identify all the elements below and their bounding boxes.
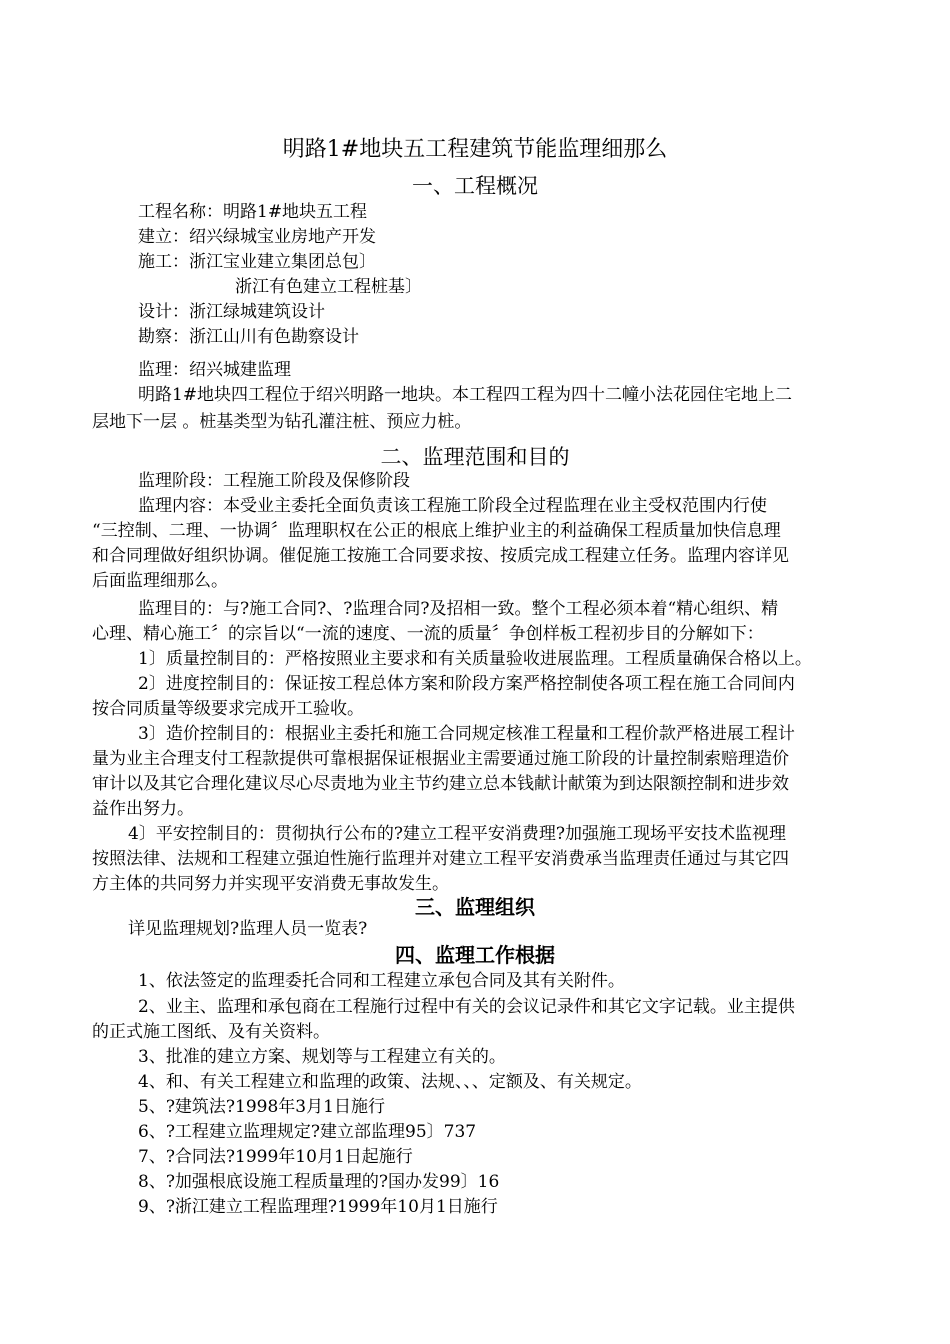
basis-line-5: 4、和、有关工程建立和监理的政策、法规、、、定额及、有关规定。 <box>138 1072 642 1092</box>
section-heading-overview: 一、工程概况 <box>412 174 538 198</box>
basis-line-1: 1、依法签定的监理委托合同和工程建立承包合同及其有关附件。 <box>138 971 625 991</box>
scope-line-7: 心理、精心施工〞的宗旨以“一流的速度、一流的质量〞争创样板工程初步目的分解如下： <box>92 624 764 644</box>
basis-line-8: 7、?合同法?1999年10月1日起施行 <box>138 1147 413 1167</box>
contractor-line-2: 浙江有色建立工程桩基〕 <box>235 277 422 297</box>
overview-paragraph-line-2: 层地下一层 。桩基类型为钻孔灌注桩、预应力桩。 <box>92 412 472 432</box>
survey-line: 勘察：浙江山川有色勘察设计 <box>138 327 359 347</box>
basis-line-7: 6、?工程建立监理规定?建立部监理95〕737 <box>138 1122 477 1142</box>
basis-line-2: 2、业主、监理和承包商在工程施行过程中有关的会议记录件和其它文字记载。业主提供 <box>138 997 795 1017</box>
supervisor-line: 监理：绍兴城建监理 <box>138 360 291 380</box>
basis-line-3: 的正式施工图纸、及有关资料。 <box>92 1022 330 1042</box>
designer-line: 设计：浙江绿城建筑设计 <box>138 302 325 322</box>
contractor-line: 施工：浙江宝业建立集团总包〕 <box>138 252 376 272</box>
scope-line-15: 4〕平安控制目的：贯彻执行公布的?建立工程平安消费理?加强施工现场平安技术监视理 <box>128 824 787 844</box>
scope-line-1: 监理阶段：工程施工阶段及保修阶段 <box>138 471 410 491</box>
scope-line-3: “三控制、二理、一协调〞监理职权在公正的根底上维护业主的利益确保工程质量加快信息理 <box>92 521 781 541</box>
document-title: 明路1#地块五工程建筑节能监理细那么 <box>282 137 668 162</box>
scope-line-17: 方主体的共同努力并实现平安消费无事故发生。 <box>92 874 449 894</box>
overview-paragraph-line-1: 明路1#地块四工程位于绍兴明路一地块。本工程四工程为四十二幢小法花园住宅地上二 <box>138 385 793 405</box>
scope-line-11: 3〕造价控制目的：根据业主委托和施工合同规定核准工程量和工程价款严格进展工程计 <box>138 724 795 744</box>
scope-line-10: 按合同质量等级要求完成开工验收。 <box>92 699 364 719</box>
scope-line-6: 监理目的：与?施工合同?、?监理合同?及招相一致。整个工程必须本着“精心组织、精 <box>138 599 779 619</box>
basis-line-4: 3、批准的建立方案、规划等与工程建立有关的。 <box>138 1047 506 1067</box>
scope-line-16: 按照法律、法规和工程建立强迫性施行监理并对建立工程平安消费承当监理责任通过与其它四 <box>92 849 789 869</box>
scope-line-9: 2〕进度控制目的：保证按工程总体方案和阶段方案严格控制使各项工程在施工合同间内 <box>138 674 795 694</box>
scope-line-5: 后面监理细那么。 <box>92 571 228 591</box>
scope-line-12: 量为业主合理支付工程款提供可靠根据保证根据业主需要通过施工阶段的计量控制索赔理造价 <box>92 749 789 769</box>
project-name-line: 工程名称：明路1#地块五工程 <box>138 202 368 222</box>
section-heading-scope: 二、监理范围和目的 <box>380 445 570 469</box>
section-heading-organization: 三、监理组织 <box>415 895 535 919</box>
section-heading-basis: 四、监理工作根据 <box>395 943 555 967</box>
basis-line-9: 8、?加强根底设施工程质量理的?国办发99〕16 <box>138 1172 500 1192</box>
builder-line: 建立：绍兴绿城宝业房地产开发 <box>138 227 376 247</box>
scope-line-8: 1〕质量控制目的：严格按照业主要求和有关质量验收进展监理。工程质量确保合格以上。 <box>138 649 812 669</box>
scope-line-14: 益作出努力。 <box>92 799 194 819</box>
basis-line-10: 9、?浙江建立工程监理理?1999年10月1日施行 <box>138 1197 498 1217</box>
organization-line: 详见监理规划?监理人员一览表? <box>128 919 368 939</box>
basis-line-6: 5、?建筑法?1998年3月1日施行 <box>138 1097 385 1117</box>
scope-line-13: 审计以及其它合理化建议尽心尽责地为业主节约建立总本钱献计献策为到达限额控制和进步效 <box>92 774 789 794</box>
scope-line-2: 监理内容：本受业主委托全面负责该工程施工阶段全过程监理在业主受权范围内行使 <box>138 496 767 516</box>
scope-line-4: 和合同理做好组织协调。催促施工按施工合同要求按、按质完成工程建立任务。监理内容详见 <box>92 546 789 566</box>
